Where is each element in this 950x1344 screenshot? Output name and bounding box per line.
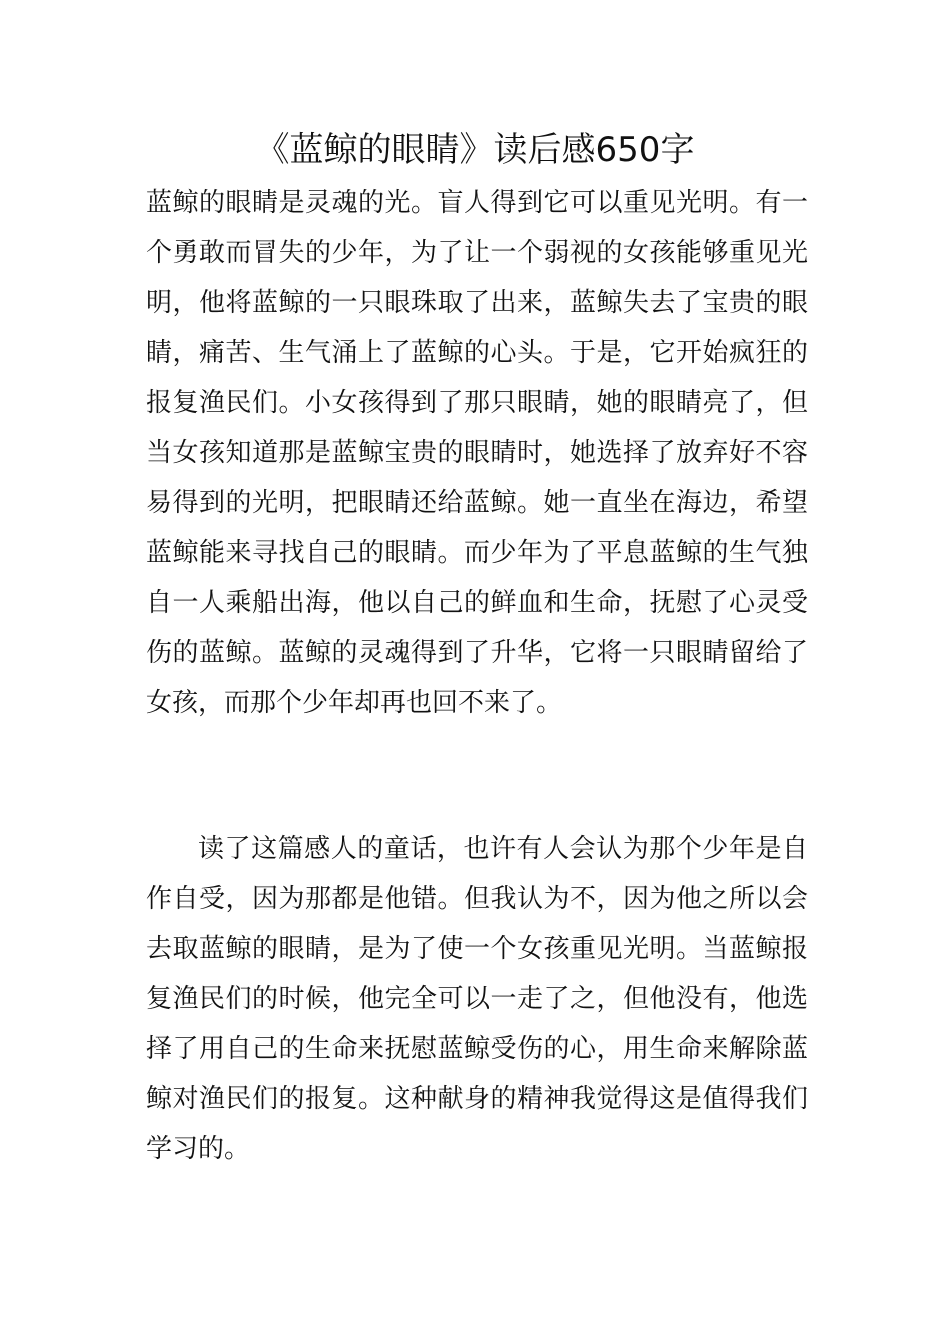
paragraph-1: 蓝鲸的眼睛是灵魂的光。盲人得到它可以重见光明。有一个勇敢而冒失的少年，为了让一个弱视的女孩能够重见光明，他将蓝鲸的一只眼珠取了出来，蓝鲸失去了宝贵的眼睛，痛苦、生气涌上了蓝鲸的心头。于是，它开始疯狂的报复渔民们。小女孩得到了那只眼睛，她的眼睛亮了，但当女孩知道那是蓝鲸宝贵的眼睛时，她选择了放弃好不容易得到的光明，把眼睛还给蓝鲸。她一直坐在海边，希望蓝鲸能来寻找自己的眼睛。而少年为了平息蓝鲸的生气独自一人乘船出海，他以自己的鲜血和生命，抚慰了心灵受伤的蓝鲸。蓝鲸的灵魂得到了升华，它将一只眼睛留给了女孩，而那个少年却再也回不来了。 [146,188,808,718]
paragraph-2: 读了这篇感人的童话，也许有人会认为那个少年是自作自受，因为那都是他错。但我认为不，因为他之所以会去取蓝鲸的眼睛，是为了使一个女孩重见光明。当蓝鲸报复渔民们的时候，他完全可以一走了之，但他没有，他选择了用自己的生命来抚慰蓝鲸受伤的心，用生命来解除蓝鲸对渔民们的报复。这种献身的精神我觉得这是值得我们学习的。 [146,834,808,1164]
document-title: 《蓝鲸的眼睛》读后感650字 [255,130,695,170]
